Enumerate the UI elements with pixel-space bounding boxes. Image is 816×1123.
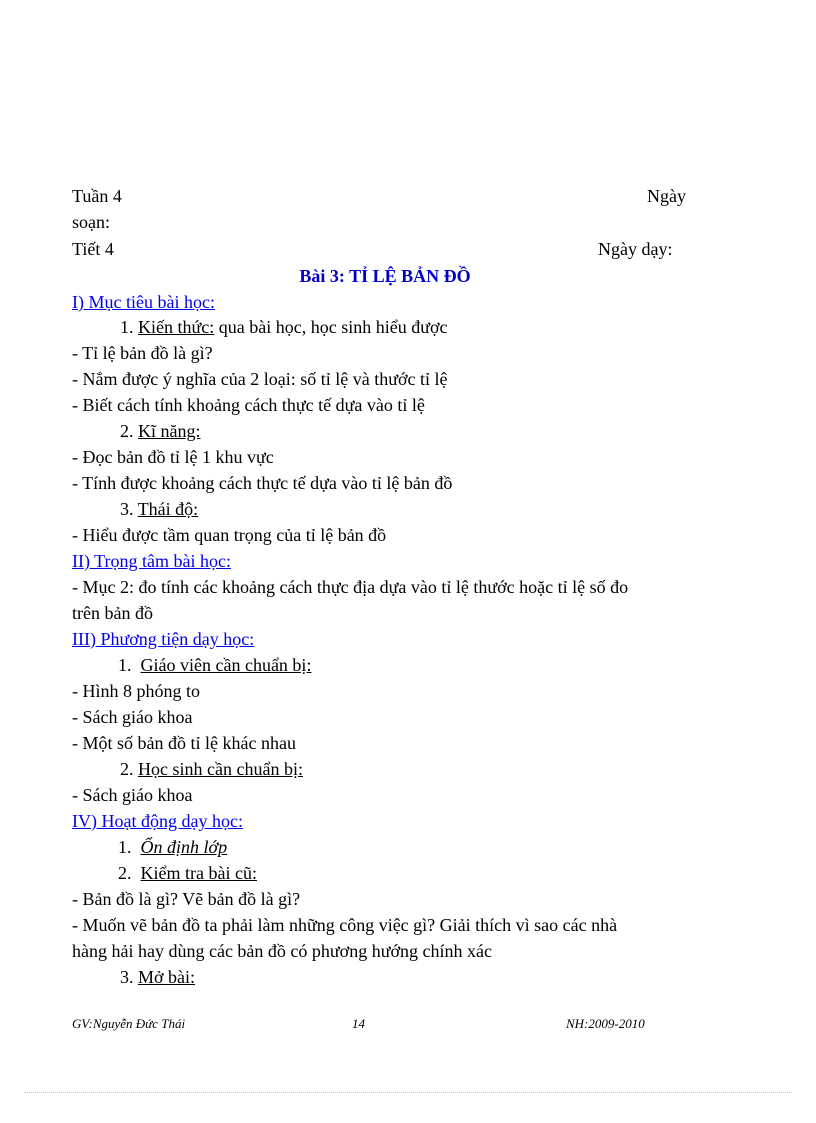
page-bottom-rule (24, 1092, 792, 1093)
teacher-label: Giáo viên cần chuẩn bị: (140, 655, 312, 675)
focus-item-cont: trên bản đồ (72, 603, 153, 623)
check-heading (118, 861, 257, 885)
section-focus: II) Trọng tâm bài học: (72, 551, 231, 571)
check-item: - Bản đồ là gì? Vẽ bản đồ là gì? (72, 889, 301, 909)
teach-date-label: Ngày dạy: (598, 239, 673, 259)
check-number: 2. (118, 863, 132, 883)
attitude-label: Thái độ: (137, 499, 199, 519)
opening-heading (120, 965, 195, 989)
check-item-cont: hàng hải hay dùng các bản đồ có phương hướng chính xác (72, 941, 492, 961)
student-item: - Sách giáo khoa (72, 785, 193, 805)
opening-label: Mở bài: (138, 967, 196, 987)
knowledge-text: qua bài học, học sinh hiểu được (214, 317, 448, 337)
stable-label: Ổn định lớp (140, 837, 228, 857)
stable-number: 1. (118, 837, 132, 857)
focus-item: - Mục 2: đo tính các khoảng cách thực địa dựa vào tỉ lệ thước hoặc tỉ lệ số đo (72, 577, 629, 597)
teacher-item: - Hình 8 phóng to (72, 681, 200, 701)
section-materials: III) Phương tiện dạy học: (72, 629, 255, 649)
skill-number: 2. (120, 421, 134, 441)
student-number: 2. (120, 759, 134, 779)
attitude-heading (120, 497, 198, 521)
skill-label: Kĩ năng: (138, 421, 201, 441)
section-activities: IV) Hoạt động dạy học: (72, 811, 243, 831)
check-item: - Muốn vẽ bản đồ ta phải làm những công việc gì? Giải thích vì sao các nhà (72, 915, 618, 935)
knowledge-label: Kiến thức: (138, 317, 215, 337)
teacher-number: 1. (118, 655, 132, 675)
period-label: Tiết 4 (72, 239, 114, 259)
teacher-heading (118, 653, 311, 677)
skill-item: - Tính được khoảng cách thực tế dựa vào tỉ lệ bản đồ (72, 473, 453, 493)
teacher-item: - Một số bản đồ tỉ lệ khác nhau (72, 733, 296, 753)
attitude-number: 3. (120, 499, 134, 519)
lesson-title: Bài 3: TỈ LỆ BẢN ĐỒ (299, 266, 471, 286)
footer-school-year: NH:2009-2010 (566, 1016, 645, 1031)
opening-number: 3. (120, 967, 134, 987)
section-objectives: I) Mục tiêu bài học: (72, 292, 215, 312)
knowledge-heading (120, 315, 447, 339)
week-label: Tuần 4 (72, 186, 122, 206)
student-label: Học sinh cần chuẩn bị: (138, 759, 303, 779)
skill-item: - Đọc bản đồ tỉ lệ 1 khu vực (72, 447, 274, 467)
teacher-item: - Sách giáo khoa (72, 707, 193, 727)
knowledge-item: - Biết cách tính khoảng cách thực tế dựa vào tỉ lệ (72, 395, 425, 415)
skill-heading (120, 419, 201, 443)
attitude-item: - Hiểu được tầm quan trọng của tỉ lệ bản đồ (72, 525, 387, 545)
student-heading (120, 757, 303, 781)
knowledge-item: - Tỉ lệ bản đồ là gì? (72, 343, 213, 363)
footer-teacher: GV:Nguyễn Đức Thái (72, 1016, 186, 1031)
footer-page-number: 14 (352, 1016, 365, 1031)
knowledge-item: - Nắm được ý nghĩa của 2 loại: số tỉ lệ và thước tỉ lệ (72, 369, 448, 389)
prep-date-label-cont: soạn: (72, 212, 110, 232)
knowledge-number: 1. (120, 317, 134, 337)
prep-date-label: Ngày (647, 186, 686, 206)
stable-heading (118, 835, 227, 859)
check-label: Kiểm tra bài cũ: (140, 863, 257, 883)
